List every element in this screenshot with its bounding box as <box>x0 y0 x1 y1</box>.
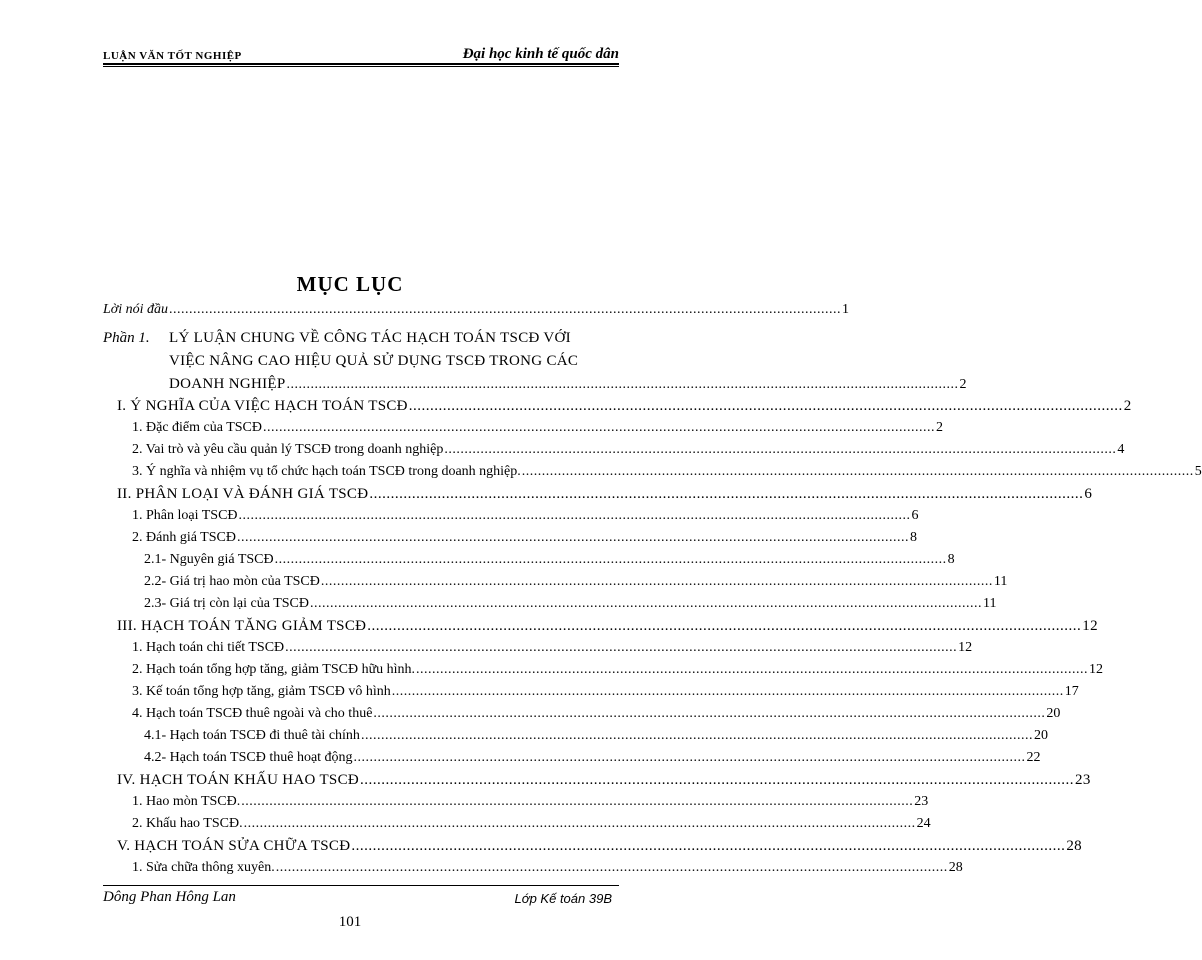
toc-entry-page: 1 <box>842 302 850 317</box>
toc-entry: 1. Đặc điểm của TSCĐ ........................................................................................................................................................................ 2 <box>132 420 943 435</box>
part1-title-line1: LÝ LUẬN CHUNG VỀ CÔNG TÁC HẠCH TOÁN TSCĐ VỚI <box>169 330 571 346</box>
toc-entry-label: Lời nói đầu <box>103 302 169 317</box>
toc-subentry: 2.2- Giá trị hao mòn của TSCĐ ........................................................................................................................................................................ 11 <box>144 574 1008 589</box>
page-number: 101 <box>338 914 362 930</box>
footer-class: Lớp Kế toán 39B <box>514 891 612 906</box>
part1-title-line3: DOANH NGHIỆP <box>169 376 286 392</box>
toc-entry-part1: DOANH NGHIỆP ........................................................................................................................................................................ 2 <box>169 374 615 394</box>
header-right-text: Đại học kinh tế quốc dân <box>462 46 619 62</box>
toc-entry: 3. Ý nghĩa và nhiệm vụ tổ chức hạch toán TSCĐ trong doanh nghiệp. ........................................................................................................................................................................ 5 <box>132 464 1202 479</box>
header-rule <box>103 63 619 65</box>
toc-section-ii: II. PHÂN LOẠI VÀ ĐÁNH GIÁ TSCĐ ........................................................................................................................................................................ 6 <box>117 486 1093 502</box>
header-rule-thin <box>103 66 619 67</box>
part-prefix: Phần 1. <box>103 330 150 346</box>
toc-entry: 1. Hạch toán chi tiết TSCĐ ........................................................................................................................................................................ 12 <box>132 640 973 655</box>
footer-author: Dông Phan Hông Lan <box>103 889 236 905</box>
part1-title-line2: VIỆC NÂNG CAO HIỆU QUẢ SỬ DỤNG TSCĐ TRONG CÁC <box>169 353 579 369</box>
toc-entry: 1. Hao mòn TSCĐ. ........................................................................................................................................................................ 23 <box>132 794 929 809</box>
toc-entry: 2. Vai trò và yêu cầu quản lý TSCĐ trong doanh nghiệp ........................................................................................................................................................................ 4 <box>132 442 1125 457</box>
toc-section-v: V. HẠCH TOÁN SỬA CHỮA TSCĐ ........................................................................................................................................................................ 28 <box>117 838 1082 854</box>
toc-subentry: 4.1- Hạch toán TSCĐ đi thuê tài chính ........................................................................................................................................................................ 20 <box>144 728 1048 743</box>
toc-entry: 4. Hạch toán TSCĐ thuê ngoài và cho thuê ........................................................................................................................................................................ 20 <box>132 706 1061 721</box>
toc-entry-page: 2 <box>959 377 967 392</box>
toc-entry-intro: Lời nói đầu ........................................................................................................................................................................ 1 <box>103 300 615 320</box>
toc-subentry: 2.3- Giá trị còn lại của TSCĐ ........................................................................................................................................................................ 11 <box>144 596 997 611</box>
toc-entry: 3. Kế toán tổng hợp tăng, giảm TSCĐ vô hình ........................................................................................................................................................................ 17 <box>132 684 1079 699</box>
toc-section-i: I. Ý NGHĨA CỦA VIỆC HẠCH TOÁN TSCĐ ........................................................................................................................................................................ 2 <box>117 398 1132 414</box>
toc-entry: 1. Phân loại TSCĐ ........................................................................................................................................................................ 6 <box>132 508 919 523</box>
toc-section-iv: IV. HẠCH TOÁN KHẤU HAO TSCĐ ........................................................................................................................................................................ 23 <box>117 772 1091 788</box>
toc-subentry: 2.1- Nguyên giá TSCĐ ........................................................................................................................................................................ 8 <box>144 552 955 567</box>
page-title: MỤC LỤC <box>296 272 404 296</box>
toc-entry: 1. Sửa chữa thông xuyên. ........................................................................................................................................................................ 28 <box>132 860 963 875</box>
toc-entry: 2. Khấu hao TSCĐ. ........................................................................................................................................................................ 24 <box>132 816 931 831</box>
toc-section-iii: III. HẠCH TOÁN TĂNG GIẢM TSCĐ ........................................................................................................................................................................ 12 <box>117 618 1098 634</box>
toc-entry: 2. Hạch toán tổng hợp tăng, giảm TSCĐ hữu hình. ........................................................................................................................................................................ 12 <box>132 662 1104 677</box>
toc-subentry: 4.2- Hạch toán TSCĐ thuê hoạt động ........................................................................................................................................................................ 22 <box>144 750 1041 765</box>
header-left-text: LUẬN VĂN TỐT NGHIỆP <box>103 50 242 62</box>
footer-rule <box>103 885 619 886</box>
toc-entry: 2. Đánh giá TSCĐ ........................................................................................................................................................................ 8 <box>132 530 917 545</box>
page-header <box>103 46 619 64</box>
